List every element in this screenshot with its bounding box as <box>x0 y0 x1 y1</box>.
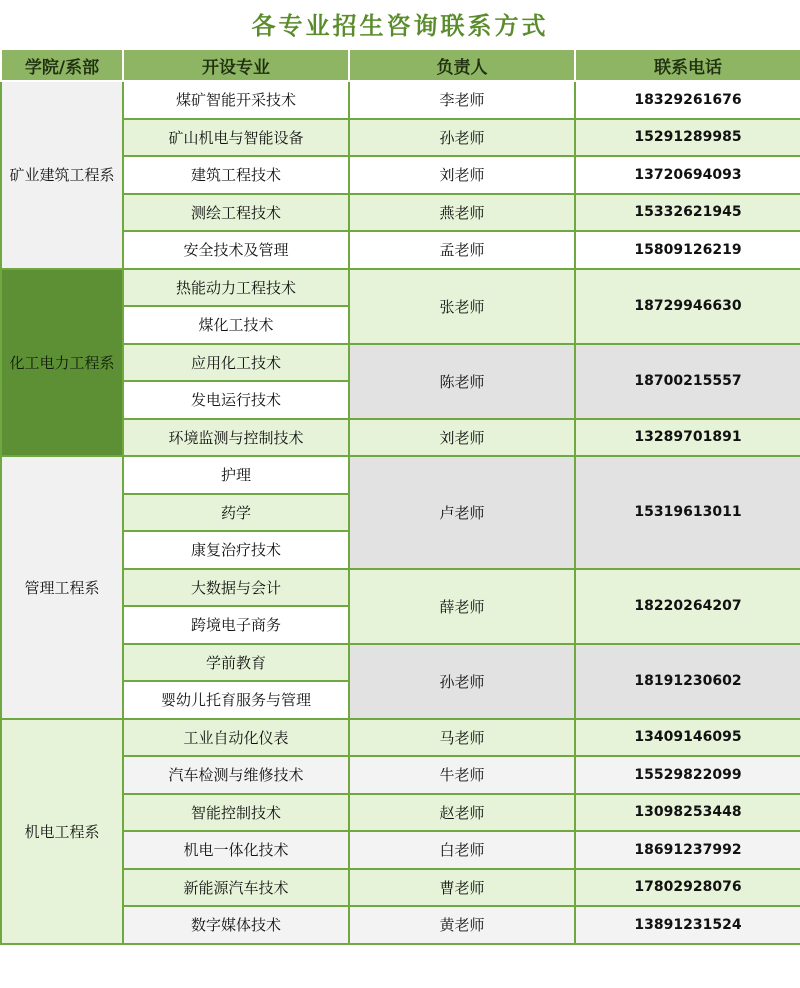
major-cell: 发电运行技术 <box>123 381 349 419</box>
phone-cell: 13891231524 <box>575 906 800 944</box>
major-cell: 煤化工技术 <box>123 306 349 344</box>
header-phone: 联系电话 <box>575 49 800 81</box>
department-cell: 矿业建筑工程系 <box>1 81 123 269</box>
page-title: 各专业招生咨询联系方式 <box>0 0 800 46</box>
contact-table <box>0 48 800 945</box>
phone-cell: 18191230602 <box>575 644 800 719</box>
major-cell: 康复治疗技术 <box>123 531 349 569</box>
major-cell: 机电一体化技术 <box>123 831 349 869</box>
major-cell: 汽车检测与维修技术 <box>123 756 349 794</box>
major-cell: 学前教育 <box>123 644 349 682</box>
major-cell: 工业自动化仪表 <box>123 719 349 757</box>
major-cell: 大数据与会计 <box>123 569 349 607</box>
contact-name-cell: 马老师 <box>349 719 575 757</box>
major-cell: 矿山机电与智能设备 <box>123 119 349 157</box>
phone-cell: 13098253448 <box>575 794 800 832</box>
phone-cell: 18729946630 <box>575 269 800 344</box>
table-header-row <box>1 49 800 81</box>
phone-cell: 18700215557 <box>575 344 800 419</box>
major-cell: 智能控制技术 <box>123 794 349 832</box>
contact-name-cell: 白老师 <box>349 831 575 869</box>
table-row <box>1 269 800 307</box>
table-row <box>1 81 800 119</box>
major-cell: 煤矿智能开采技术 <box>123 81 349 119</box>
header-major: 开设专业 <box>123 49 349 81</box>
department-cell: 机电工程系 <box>1 719 123 944</box>
major-cell: 新能源汽车技术 <box>123 869 349 907</box>
major-cell: 婴幼儿托育服务与管理 <box>123 681 349 719</box>
phone-cell: 17802928076 <box>575 869 800 907</box>
contact-name-cell: 牛老师 <box>349 756 575 794</box>
major-cell: 测绘工程技术 <box>123 194 349 232</box>
contact-name-cell: 陈老师 <box>349 344 575 419</box>
major-cell: 环境监测与控制技术 <box>123 419 349 457</box>
phone-cell: 15809126219 <box>575 231 800 269</box>
contact-name-cell: 孙老师 <box>349 644 575 719</box>
phone-cell: 18329261676 <box>575 81 800 119</box>
phone-cell: 15332621945 <box>575 194 800 232</box>
contact-name-cell: 张老师 <box>349 269 575 344</box>
major-cell: 药学 <box>123 494 349 532</box>
major-cell: 热能动力工程技术 <box>123 269 349 307</box>
contact-name-cell: 刘老师 <box>349 419 575 457</box>
major-cell: 数字媒体技术 <box>123 906 349 944</box>
contact-name-cell: 赵老师 <box>349 794 575 832</box>
contact-name-cell: 燕老师 <box>349 194 575 232</box>
contact-name-cell: 刘老师 <box>349 156 575 194</box>
contact-name-cell: 薛老师 <box>349 569 575 644</box>
phone-cell: 13409146095 <box>575 719 800 757</box>
table-row <box>1 456 800 494</box>
contact-name-cell: 孙老师 <box>349 119 575 157</box>
phone-cell: 13720694093 <box>575 156 800 194</box>
phone-cell: 18691237992 <box>575 831 800 869</box>
phone-cell: 15529822099 <box>575 756 800 794</box>
department-cell: 管理工程系 <box>1 456 123 719</box>
header-department: 学院/系部 <box>1 49 123 81</box>
contact-name-cell: 孟老师 <box>349 231 575 269</box>
header-contact-person: 负责人 <box>349 49 575 81</box>
major-cell: 建筑工程技术 <box>123 156 349 194</box>
contact-name-cell: 黄老师 <box>349 906 575 944</box>
major-cell: 安全技术及管理 <box>123 231 349 269</box>
department-cell: 化工电力工程系 <box>1 269 123 457</box>
contact-name-cell: 卢老师 <box>349 456 575 569</box>
contact-name-cell: 曹老师 <box>349 869 575 907</box>
major-cell: 应用化工技术 <box>123 344 349 382</box>
contact-name-cell: 李老师 <box>349 81 575 119</box>
major-cell: 护理 <box>123 456 349 494</box>
phone-cell: 15319613011 <box>575 456 800 569</box>
table-row <box>1 719 800 757</box>
major-cell: 跨境电子商务 <box>123 606 349 644</box>
phone-cell: 18220264207 <box>575 569 800 644</box>
phone-cell: 13289701891 <box>575 419 800 457</box>
phone-cell: 15291289985 <box>575 119 800 157</box>
